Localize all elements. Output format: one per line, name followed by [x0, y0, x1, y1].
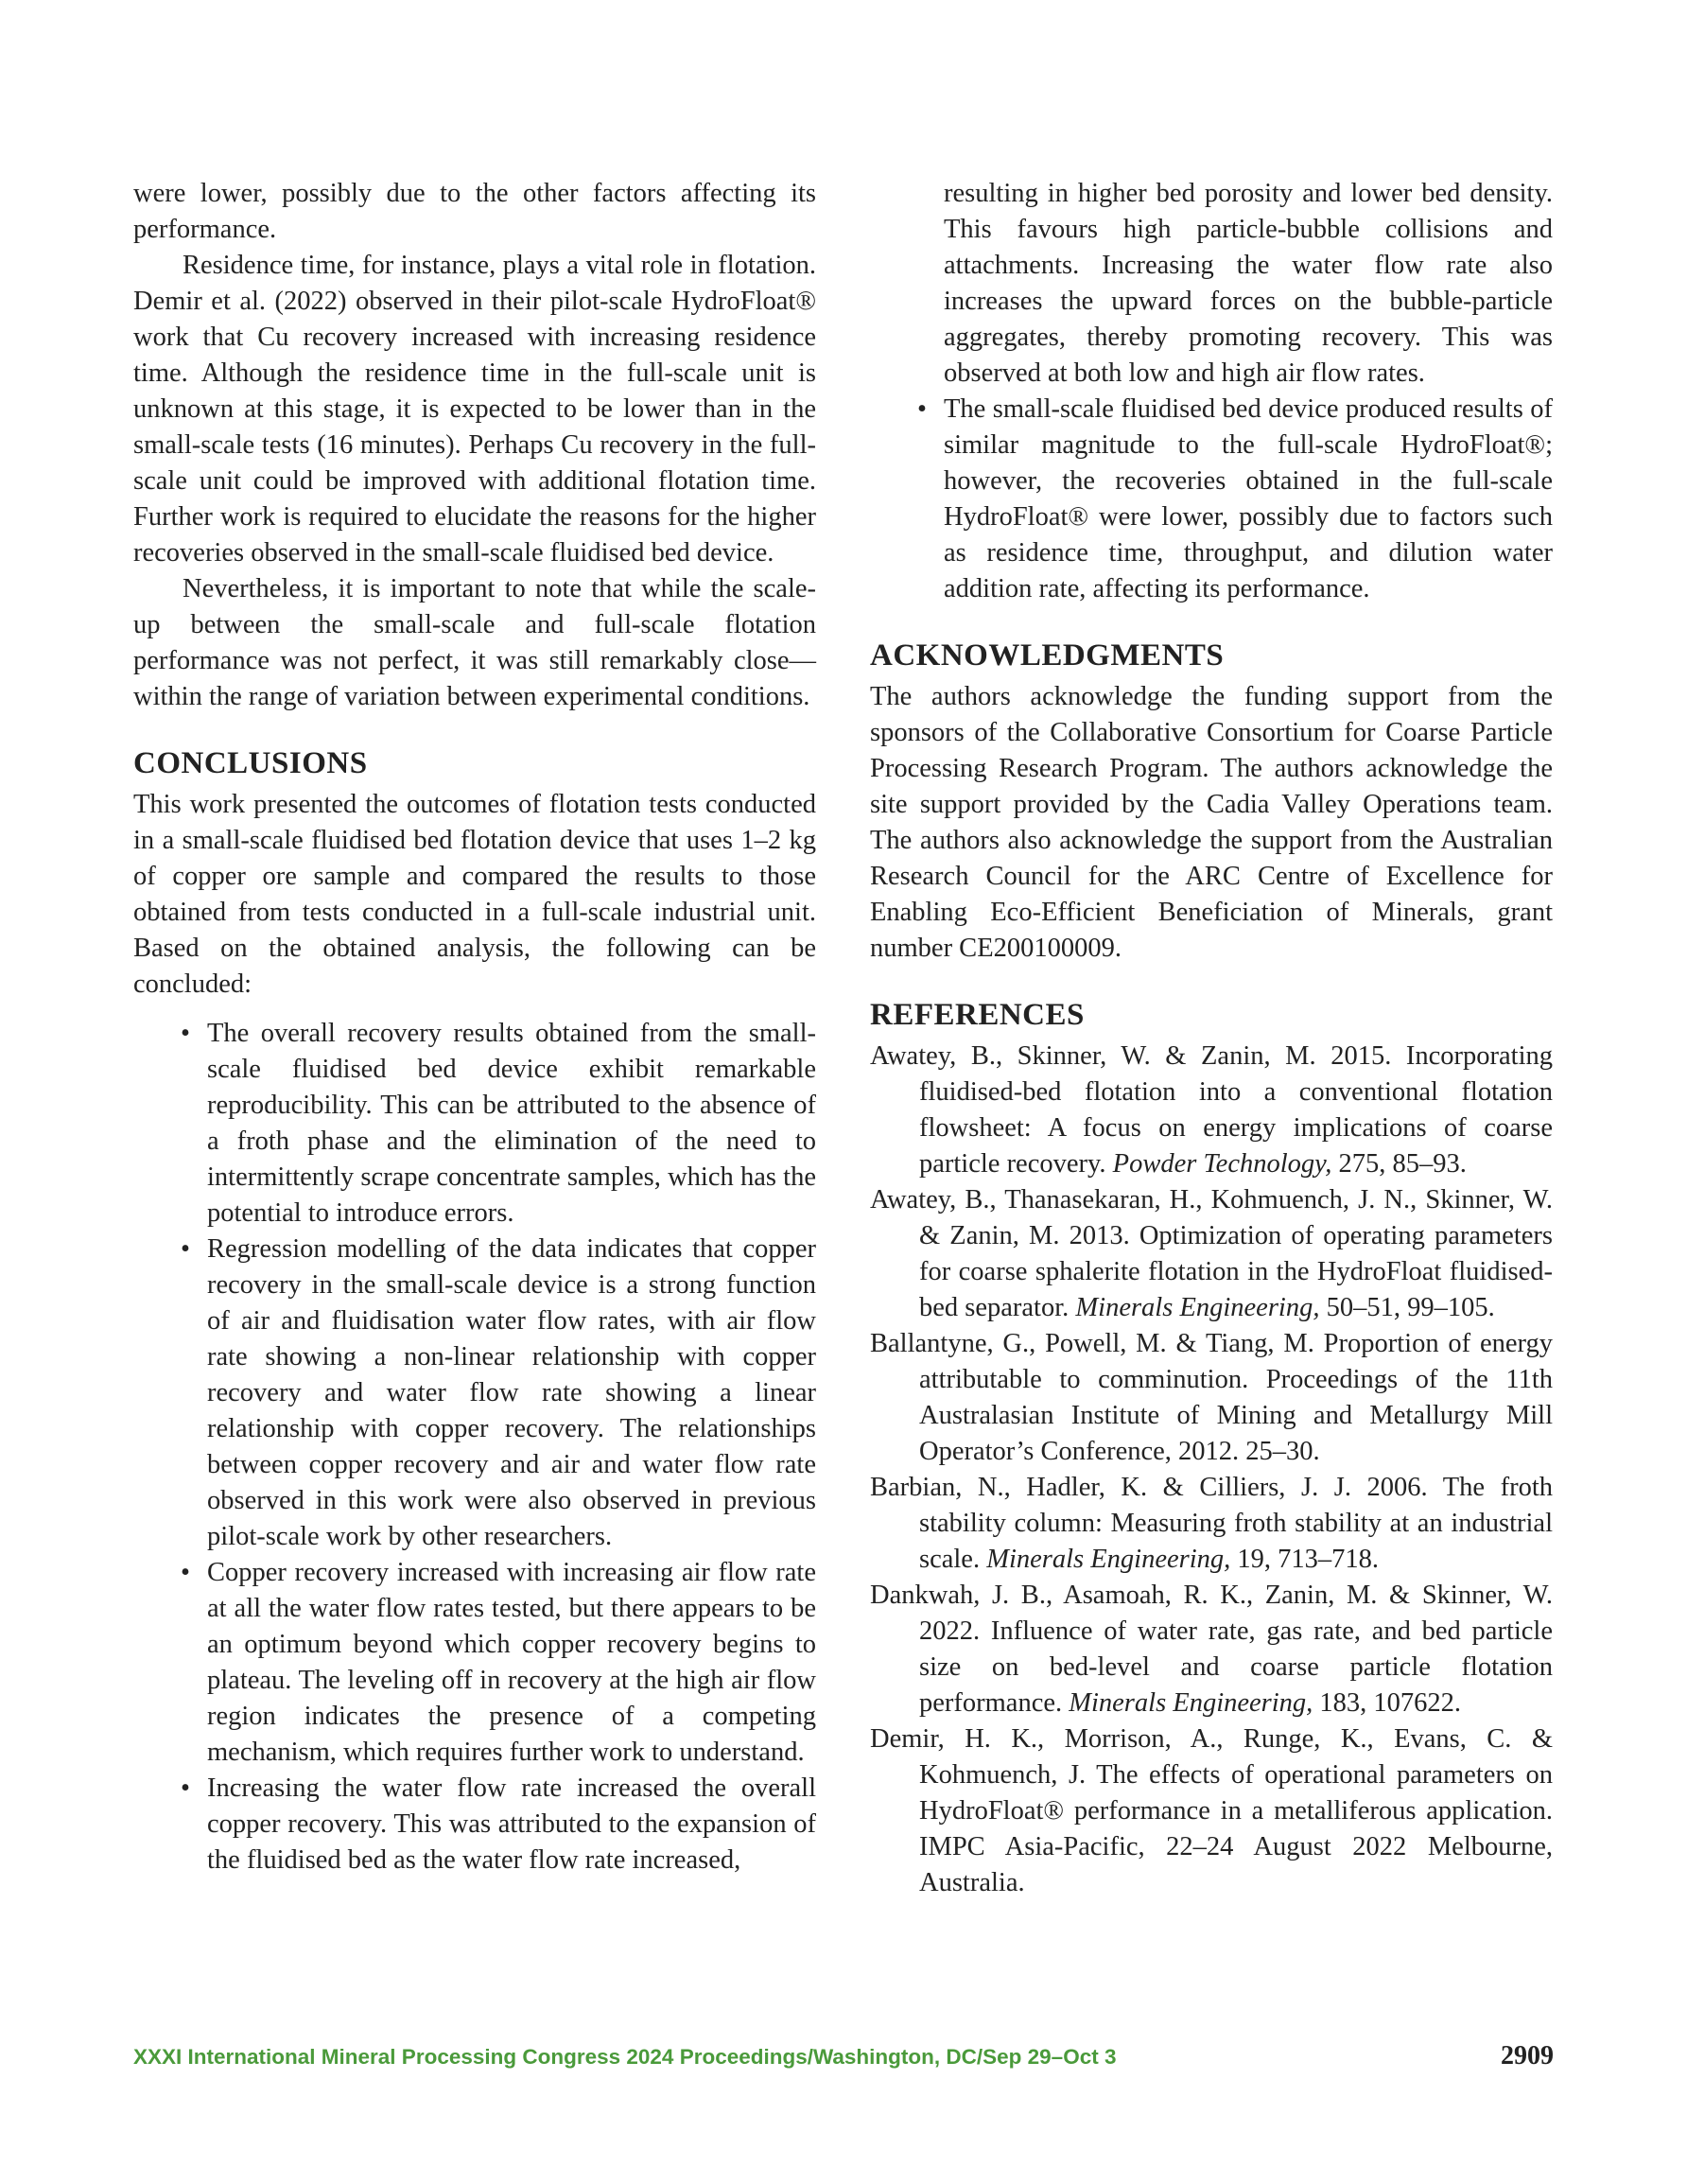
list-item — [917, 392, 1553, 607]
list-item-text: The overall recovery results obtained from the small-scale fluidised bed device exhibit remarkable reproducibility. This can be attributed to the absence of a froth phase and the elimination of the need to intermittently scrape concentrate samples, which has the potential to introduce errors. — [207, 1019, 816, 1228]
reference-text: Dankwah, J. B., Asamoah, R. K., Zanin, M. & Skinner, W. 2022. Influence of water rate, gas rate, and bed particle size on bed-level and coarse particle flotation performance. — [870, 1581, 1553, 1718]
section-heading-references: REFERENCES — [870, 998, 1085, 1032]
reference-journal: Powder Technology, — [1112, 1149, 1332, 1179]
reference-volume-pages: 50–51, 99–105. — [1319, 1293, 1495, 1322]
bullet-icon: • — [181, 1773, 190, 1803]
list-item-continued — [944, 176, 1553, 392]
list-item — [181, 1771, 816, 1878]
bullet-icon: • — [181, 1558, 190, 1587]
list-item-text: The small-scale fluidised bed device produced results of similar magnitude to the full-scale HydroFloat®; however, the recoveries obtained in the full-scale HydroFloat® were lower, possibly due to factors such as residence time, throughput, and dilution water addition rate, affecting its performance. — [944, 394, 1553, 603]
list-item — [181, 1555, 816, 1771]
list-item-text: Regression modelling of the data indicates that copper recovery in the small-scale device is a strong function of air and fluidisation water flow rates, with air flow rate showing a non-linear relationship with copper recovery and water flow rate showing a linear relationship with copper recovery. The relationships between copper recovery and air and water flow rate observed in this work were also observed in previous pilot-scale work by other researchers. — [207, 1234, 816, 1551]
reference-text: Awatey, B., Thanasekaran, H., Kohmuench, J. N., Skinner, W. & Zanin, M. 2013. Optimization of operating parameters for coarse sphalerite flotation in the HydroFloat fluidised-bed separator. — [870, 1185, 1553, 1322]
footer-conference-text: XXXI International Mineral Processing Congress 2024 Proceedings/Washington, DC/Sep 29–Oct 3 — [133, 2045, 1117, 2069]
reference-journal: Minerals Engineering, — [986, 1545, 1231, 1574]
paragraph: Nevertheless, it is important to note that while the scale-up between the small-scale and full-scale flotation performance was not perfect, it was still remarkably close—within the range of variation between experimental conditions. — [133, 574, 816, 711]
bullet-icon: • — [181, 1234, 190, 1264]
list-item — [181, 1016, 816, 1232]
page-number: 2909 — [1501, 2041, 1554, 2070]
reference-text: Barbian, N., Hadler, K. & Cilliers, J. J. 2006. The froth stability column: Measuring froth stability at an industrial scale. — [870, 1473, 1553, 1574]
bullet-icon: • — [917, 394, 927, 424]
reference-item — [870, 1721, 1553, 1901]
paragraph: The authors acknowledge the funding support from the sponsors of the Collaborative Consortium for Coarse Particle Processing Research Program. The authors acknowledge the site support provided by the Cadia Valley Operations team. The authors also acknowledge the support from the Australian Research Council for the ARC Centre of Excellence for Enabling Eco-Efficient Beneficiation of Minerals, grant number CE200100009. — [870, 682, 1553, 963]
section-heading-acknowledgments: ACKNOWLEDGMENTS — [870, 638, 1225, 673]
conclusions-list — [133, 1016, 816, 1878]
reference-item — [870, 1578, 1553, 1721]
section-heading-conclusions: CONCLUSIONS — [133, 746, 368, 780]
reference-text: Awatey, B., Skinner, W. & Zanin, M. 2015. Incorporating fluidised-bed flotation into a conventional flotation flowsheet: A focus on energy implications of coarse particle recovery. — [870, 1041, 1553, 1179]
reference-journal: Minerals Engineering, — [1075, 1293, 1320, 1322]
paragraph: were lower, possibly due to the other factors affecting its performance. — [133, 179, 816, 244]
reference-volume-pages: 183, 107622. — [1313, 1688, 1462, 1718]
paragraph: Residence time, for instance, plays a vital role in flotation. Demir et al. (2022) observed in their pilot-scale HydroFloat® work that Cu recovery increased with increasing residence time. Although the residence time in the full-scale unit is unknown at this stage, it is expected to be lower than in the small-scale tests (16 minutes). Perhaps Cu recovery in the full-scale unit could be improved with additional flotation time. Further work is required to elucidate the reasons for the higher recoveries observed in the small-scale fluidised bed device. — [133, 251, 816, 568]
reference-item — [870, 1182, 1553, 1326]
reference-item — [870, 1039, 1553, 1182]
reference-item — [870, 1470, 1553, 1578]
bullet-icon: • — [181, 1019, 190, 1048]
reference-text: Ballantyne, G., Powell, M. & Tiang, M. Proportion of energy attributable to comminution. Proceedings of the 11th Australasian Institute of Mining and Metallurgy Mill Operator’s Conference, 2012. 25–30. — [870, 1329, 1553, 1466]
list-item-text: resulting in higher bed porosity and lower bed density. This favours high particle-bubble collisions and attachments. Increasing the water flow rate also increases the upward forces on the bubble-particle aggregates, thereby promoting recovery. This was observed at both low and high air flow rates. — [944, 179, 1553, 388]
paragraph: This work presented the outcomes of flotation tests conducted in a small-scale fluidised bed flotation device that uses 1–2 kg of copper ore sample and compared the results to those obtained from tests conducted in a full-scale industrial unit. Based on the obtained analysis, the following can be concluded: — [133, 790, 816, 999]
list-item-text: Copper recovery increased with increasing air flow rate at all the water flow rates tested, but there appears to be an optimum beyond which copper recovery begins to plateau. The leveling off in recovery at the high air flow region indicates the presence of a competing mechanism, which requires further work to understand. — [207, 1558, 816, 1767]
reference-journal: Minerals Engineering, — [1069, 1688, 1313, 1718]
right-column — [870, 176, 1553, 1901]
reference-item — [870, 1326, 1553, 1470]
left-column — [133, 176, 816, 1878]
reference-volume-pages: 19, 713–718. — [1230, 1545, 1380, 1574]
reference-list — [870, 1039, 1553, 1901]
list-item-text: Increasing the water flow rate increased the overall copper recovery. This was attributed to the expansion of the fluidised bed as the water flow rate increased, — [207, 1773, 816, 1875]
reference-volume-pages: 275, 85–93. — [1331, 1149, 1467, 1179]
reference-text: Demir, H. K., Morrison, A., Runge, K., Evans, C. & Kohmuench, J. The effects of operational parameters on HydroFloat® performance in a metalliferous application. IMPC Asia-Pacific, 22–24 August 2022 Melbourne, Australia. — [870, 1724, 1553, 1897]
list-item — [181, 1232, 816, 1555]
conclusions-list-continued — [870, 176, 1553, 607]
